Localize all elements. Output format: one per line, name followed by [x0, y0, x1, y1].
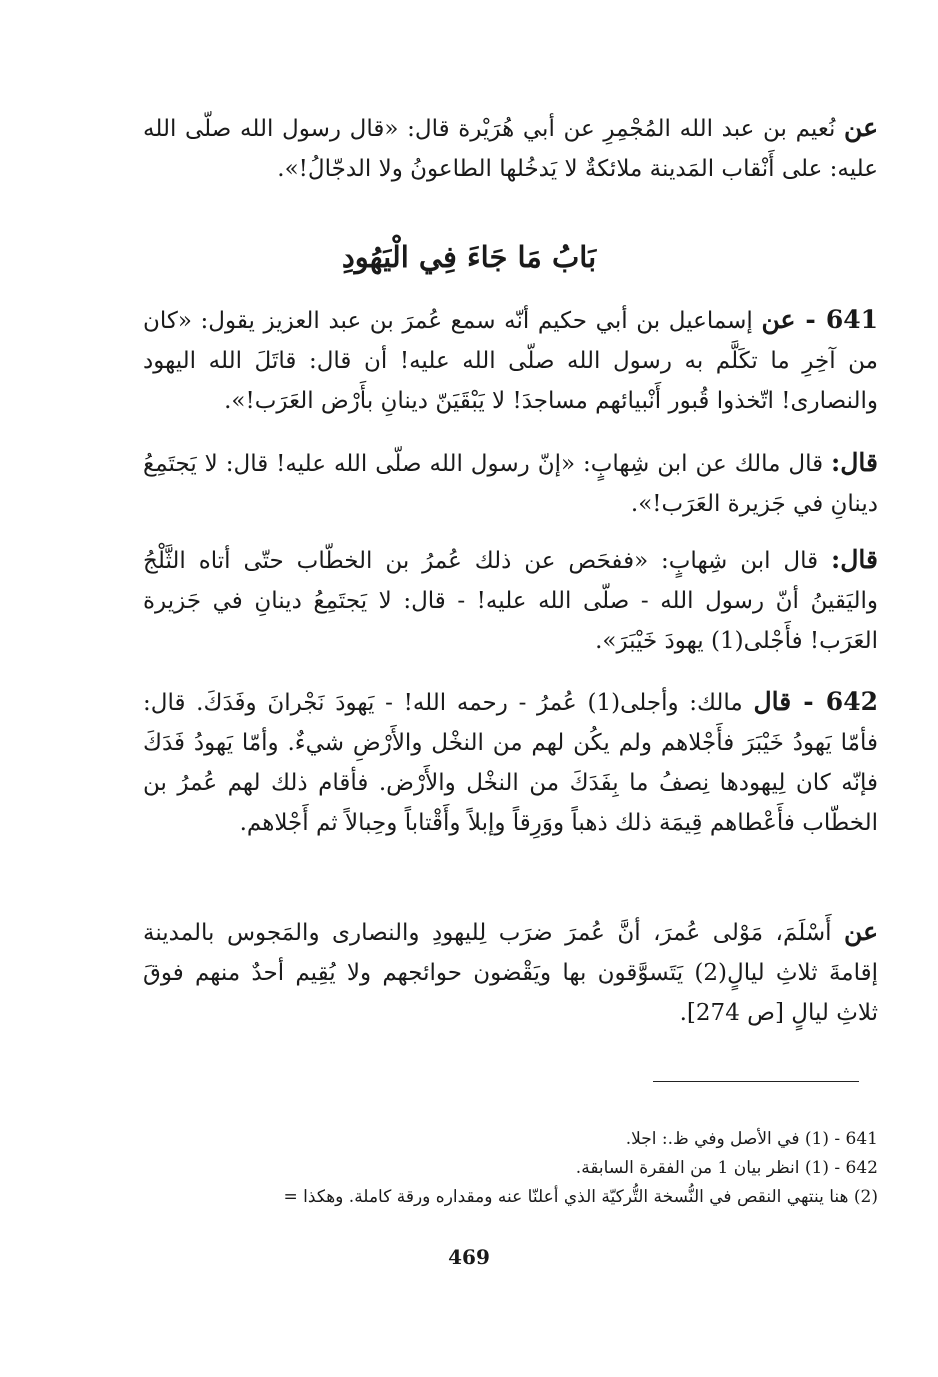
- paragraph-lead: قال:: [831, 545, 878, 574]
- chapter-heading: بَابُ مَا جَاءَ فِي الْيَهُودِ: [341, 240, 597, 274]
- paragraph-lead: 641 - عن: [761, 305, 878, 334]
- paragraph-qala-ibn-shihab: [143, 540, 878, 661]
- page-number: 469: [448, 1245, 490, 1269]
- paragraph-lead: عن: [844, 917, 878, 946]
- paragraph-lead: 642 - قال: [753, 687, 878, 716]
- paragraph-aslam: [143, 912, 878, 1033]
- paragraph-text: قال ابن شِهابٍ: «ففحَص عن ذلك عُمرُ بن الخطّاب حتّى أتاه الثَّلْجُ واليَقينُ أنّ رسول الله - صلّى الله عليه! - قال: لا يَجتَمِعُ دينانِ في جَزيرة العَرَب! فأَجْلى(1) يهودَ خَيْبَرَ».: [143, 548, 878, 654]
- paragraph-lead: قال:: [831, 448, 878, 477]
- paragraph-642: [143, 682, 878, 843]
- paragraph-text: مالك: وأجلى(1) عُمرُ - رحمه الله! - يَهودَ نَجْرانَ وفَدَكَ. قال: فأمّا يَهودُ خَيْبَرَ فأَجْلاهم ولم يكُن لهم من النخْل والأَرْضِ شيءٌ. وأمّا يَهودُ فَدَكَ فإنّه كان لِيهودها نِصفُ ما بِفَدَكَ من النخْل والأَرْض. فأقام ذلك لهم عُمرُ بن الخطّاب فأَعْطاهم قِيمَة ذلك ذهباً ووَرِقاً وإبلاً وأَقْتاباً وحِبالاً ثم أَجْلاهم.: [143, 690, 878, 836]
- paragraph-lead: عن: [844, 113, 878, 142]
- paragraph-641: [143, 300, 878, 421]
- footnote: 642 - (1) انظر بيان 1 من الفقرة السابقة.: [575, 1158, 878, 1178]
- paragraph-text: قال مالك عن ابن شِهابٍ: «إنّ رسول الله صلّى الله عليه! قال: لا يَجتَمِعُ دينانِ في جَزيرة العَرَب!».: [143, 451, 878, 517]
- paragraph-text: نُعيم بن عبد الله المُجْمِرِ عن أبي هُرَيْرة قال: «قال رسول الله صلّى الله عليه: على أَنْقاب المَدينة ملائكةٌ لا يَدخُلها الطاعونُ ولا الدجّالُ!».: [143, 116, 878, 182]
- footnote-divider: [653, 1081, 859, 1082]
- paragraph-text: إسماعيل بن أبي حكيم أنّه سمع عُمرَ بن عبد العزيز يقول: «كان من آخِرِ ما تكَلَّم به رسول الله صلّى الله عليه! أن قال: قاتَلَ الله اليهود والنصارى! اتّخذوا قُبور أَنْبيائهم مساجدَ! لا يَبْقَيَنّ دينانِ بأَرْض العَرَب!».: [143, 308, 878, 414]
- paragraph-hadith-intro: [143, 108, 878, 189]
- footnotes: [98, 1125, 878, 1212]
- footnote: 641 - (1) في الأصل وفي ظ.: اجلا.: [625, 1129, 878, 1149]
- paragraph-text: أَسْلَمَ، مَوْلى عُمرَ، أنَّ عُمرَ ضرَب لِليهودِ والنصارى والمَجوس بالمدينة إقامةَ ثلاثِ ليالٍ(2) يَتَسوَّقون بها ويَقْضون حوائجهم ولا يُقِيم أحدٌ منهم فوقَ ثلاثِ ليالٍ [ص 274].: [143, 920, 878, 1026]
- paragraph-qala-malik: [143, 443, 878, 524]
- footnote: (2) هنا ينتهي النقص في النُّسخة التُّركيّة الذي أعلنّا عنه ومقداره ورقة كاملة. وهكذا =: [283, 1187, 878, 1207]
